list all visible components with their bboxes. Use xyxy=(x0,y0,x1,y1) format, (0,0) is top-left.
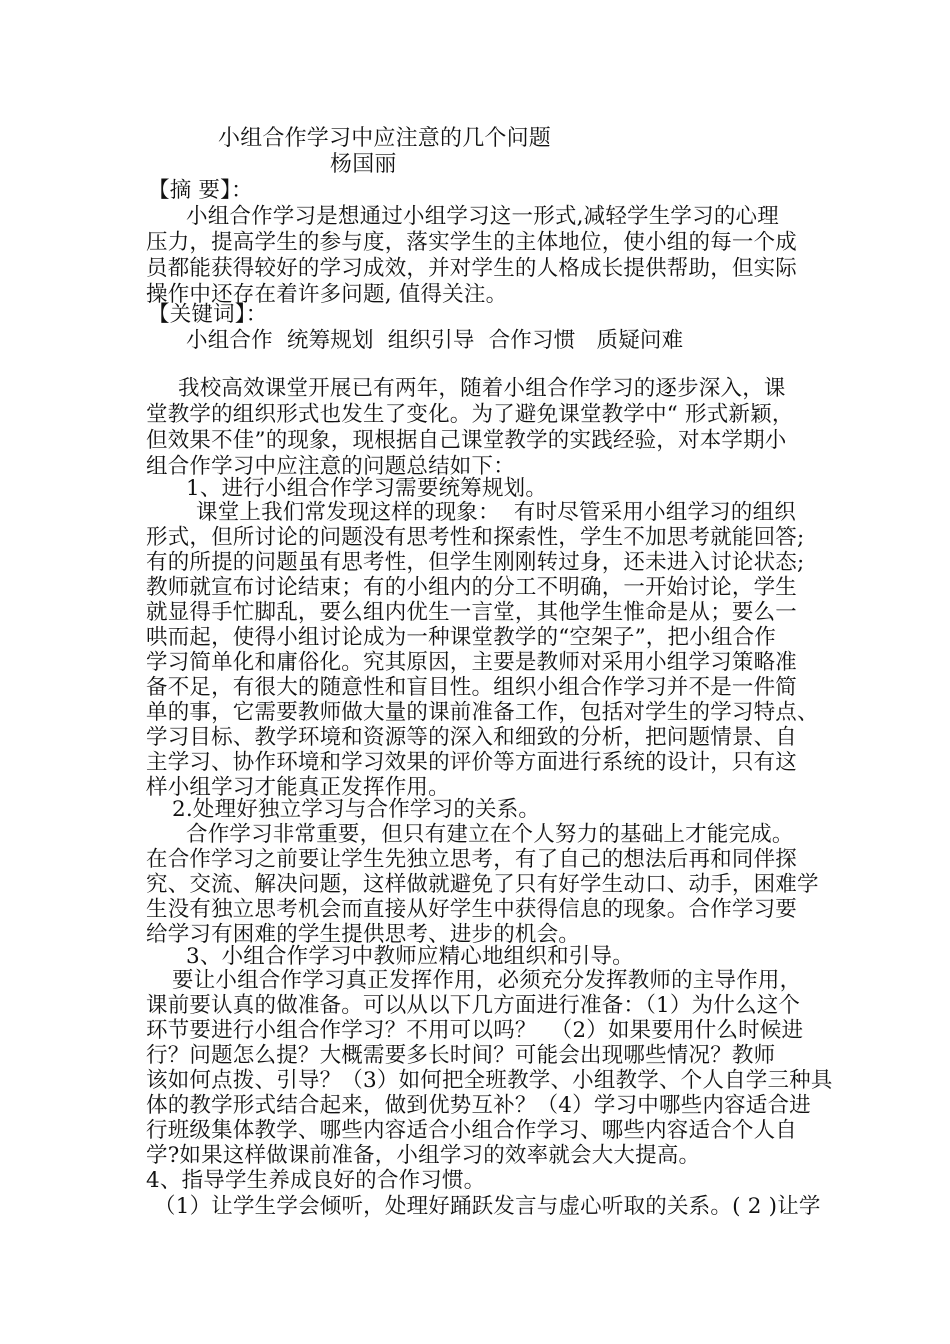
document-author: 杨国丽 xyxy=(330,152,397,177)
paragraph-line: （1）让学生学会倾听，处理好踊跃发言与虚心听取的关系。( 2 )让学 xyxy=(154,1194,821,1219)
paragraph-line: 学习简单化和庸俗化。究其原因，主要是教师对采用小组学习策略准 xyxy=(146,650,798,675)
paragraph-line: 教师就宣布讨论结束；有的小组内的分工不明确，一开始讨论，学生 xyxy=(146,575,798,600)
paragraph-line: 行？问题怎么提？大概需要多长时间？可能会出现哪些情况？教师 xyxy=(146,1043,776,1068)
paragraph-line: 学习目标、教学环境和资源等的深入和细致的分析，把问题情景、自 xyxy=(146,725,798,750)
paragraph-line: 合作学习非常重要，但只有建立在个人努力的基础上才能完成。 xyxy=(186,822,794,847)
paragraph-line: 学?如果这样做课前准备，小组学习的效率就会大大提高。 xyxy=(146,1143,701,1168)
intro-line: 我校高效课堂开展已有两年，随着小组合作学习的逐步深入，课 xyxy=(178,376,786,401)
paragraph-line: 就显得手忙脚乱，要么组内优生一言堂，其他学生惟命是从；要么一 xyxy=(146,600,798,625)
paragraph-line: 体的教学形式结合起来，做到优势互补？（4）学习中哪些内容适合进 xyxy=(146,1093,811,1118)
paragraph-line: 在合作学习之前要让学生先独立思考，有了自己的想法后再和同伴探 xyxy=(146,847,798,872)
paragraph-line: 备不足，有很大的随意性和盲目性。组织小组合作学习并不是一件简 xyxy=(146,675,798,700)
paragraph-line: 样小组学习才能真正发挥作用。 xyxy=(146,775,450,800)
paragraph-line: 哄而起，使得小组讨论成为一种课堂教学的“空架子”，把小组合作 xyxy=(146,625,776,650)
paragraph-line: 形式，但所讨论的问题没有思考性和探索性，学生不加思考就能回答; xyxy=(146,525,805,550)
paragraph-line: 给学习有困难的学生提供思考、进步的机会。 xyxy=(146,922,581,947)
section-heading: 4、指导学生养成良好的合作习惯。 xyxy=(146,1168,486,1193)
paragraph-line: 课前要认真的做准备。可以从以下几方面进行准备：（1）为什么这个 xyxy=(146,993,801,1018)
intro-line: 堂教学的组织形式也发生了变化。为了避免课堂教学中“ 形式新颖， xyxy=(146,402,794,427)
paragraph-line: 课堂上我们常发现这样的现象： 有时尽管采用小组学习的组织 xyxy=(196,500,796,525)
intro-line: 但效果不佳”的现象，现根据自己课堂教学的实践经验，对本学期小 xyxy=(146,428,787,453)
abstract-heading: 【摘 要】： xyxy=(148,178,253,203)
abstract-line: 压力，提高学生的参与度，落实学生的主体地位，使小组的每一个成 xyxy=(146,230,798,255)
abstract-line: 操作中还存在着许多问题, 值得关注。 xyxy=(146,282,508,307)
section-heading: 3、小组合作学习中教师应精心地组织和引导。 xyxy=(186,944,634,969)
paragraph-line: 单的事，它需要教师做大量的课前准备工作，包括对学生的学习特点、 xyxy=(146,700,819,725)
paragraph-line: 要让小组合作学习真正发挥作用，必须充分发挥教师的主导作用， xyxy=(172,968,802,993)
paragraph-line: 环节要进行小组合作学习？不用可以吗？ （2）如果要用什么时候进 xyxy=(146,1018,804,1043)
paragraph-line: 究、交流、解决问题，这样做就避免了只有好学生动口、动手，困难学 xyxy=(146,872,819,897)
intro-line: 组合作学习中应注意的问题总结如下： xyxy=(146,454,515,479)
section-heading: 2.处理好独立学习与合作学习的关系。 xyxy=(172,797,541,822)
abstract-line: 小组合作学习是想通过小组学习这一形式,减轻学生学习的心理 xyxy=(186,204,779,229)
paragraph-line: 生没有独立思考机会而直接从好学生中获得信息的现象。合作学习要 xyxy=(146,897,798,922)
section-heading: 1、进行小组合作学习需要统筹规划。 xyxy=(186,476,548,501)
keywords-line: 小组合作 统筹规划 组织引导 合作习惯 质疑问难 xyxy=(186,328,684,353)
paragraph-line: 该如何点拨、引导？（3）如何把全班教学、小组教学、个人自学三种具 xyxy=(146,1068,833,1093)
paragraph-line: 主学习、协作环境和学习效果的评价等方面进行系统的设计，只有这 xyxy=(146,750,798,775)
abstract-line: 员都能获得较好的学习成效，并对学生的人格成长提供帮助，但实际 xyxy=(146,256,798,281)
paragraph-line: 有的所提的问题虽有思考性，但学生刚刚转过身，还未进入讨论状态; xyxy=(146,550,805,575)
document-title: 小组合作学习中应注意的几个问题 xyxy=(218,126,552,151)
paragraph-line: 行班级集体教学、哪些内容适合小组合作学习、哪些内容适合个人自 xyxy=(146,1118,798,1143)
keywords-heading: 【关键词】： xyxy=(148,302,268,327)
